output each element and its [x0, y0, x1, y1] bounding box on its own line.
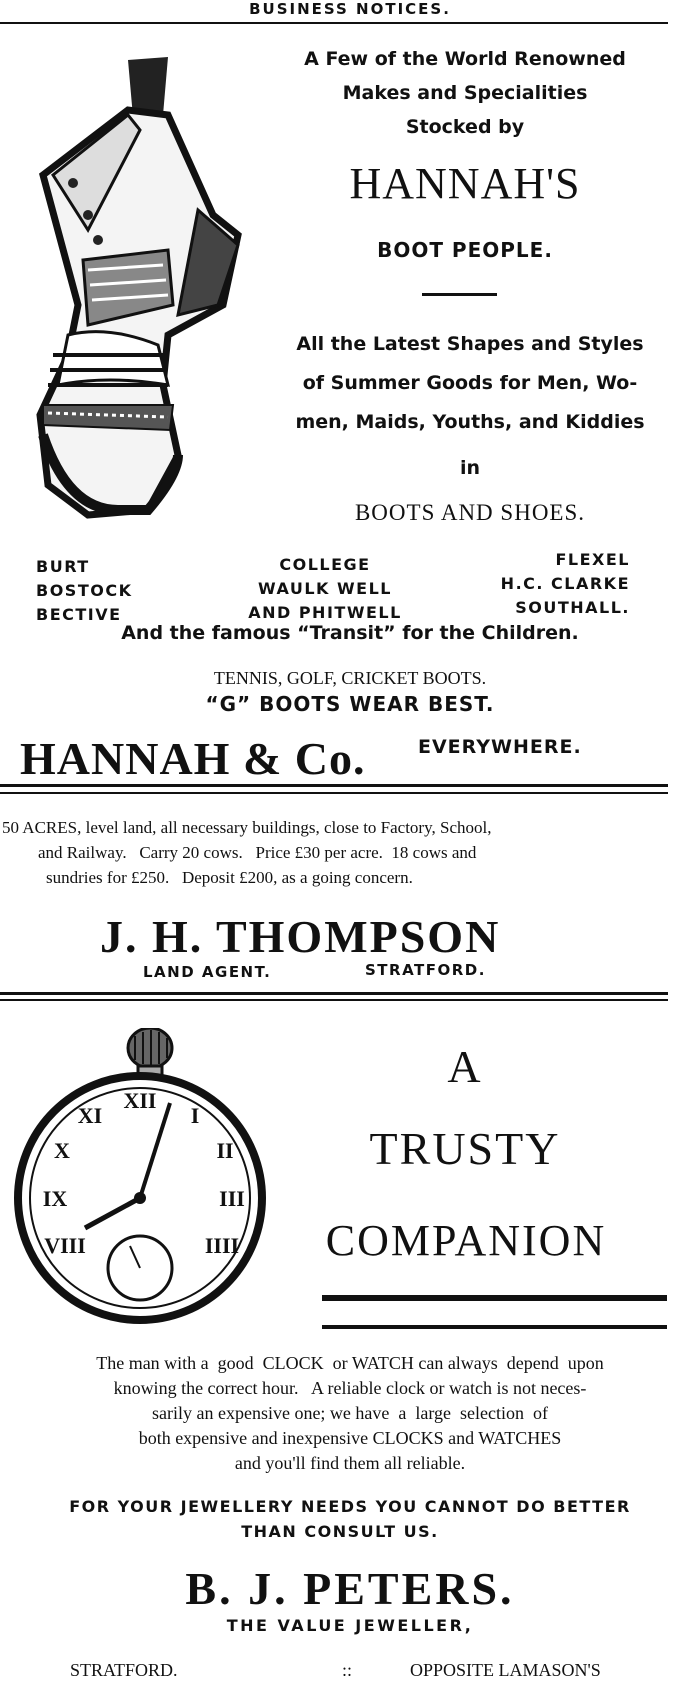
peters-headline-companion: COMPANION — [325, 1216, 607, 1265]
hannah-intro-3: Stocked by — [405, 116, 525, 138]
svg-text:VIII: VIII — [44, 1233, 86, 1258]
peters-rule-thick — [322, 1295, 667, 1301]
hannah-company: HANNAH & Co. — [20, 733, 366, 784]
peters-body-2: knowing the correct hour. A reliable clock or watch is not neces- — [113, 1378, 587, 1398]
brand-list-left — [36, 555, 216, 627]
svg-text:X: X — [54, 1138, 70, 1163]
thompson-line-1: 50 ACRES, level land, all necessary buildings, close to Factory, School, — [2, 818, 492, 837]
brand-item: WAULK WELL — [258, 579, 392, 598]
brand-list-right — [470, 548, 630, 620]
peters-subtitle: THE VALUE JEWELLER, — [226, 1616, 474, 1635]
brand-item: BECTIVE — [36, 605, 122, 624]
peters-headline-a: A — [447, 1041, 483, 1092]
section-rule — [0, 992, 668, 995]
pocket-watch-icon — [10, 1028, 270, 1328]
thompson-role: LAND AGENT. — [143, 963, 272, 981]
section-rule — [0, 784, 668, 787]
svg-text:IIII: IIII — [204, 1233, 240, 1258]
brand-item: BOSTOCK — [36, 581, 133, 600]
hannah-body-2: of Summer Goods for Men, Wo- — [302, 372, 638, 394]
hannah-intro-2: Makes and Specialities — [342, 82, 588, 104]
thompson-name: J. H. THOMPSON — [100, 911, 501, 962]
boot-icon — [28, 55, 258, 520]
header-rule — [0, 22, 668, 24]
thompson-line-3: sundries for £250. Deposit £200, as a going concern. — [46, 868, 413, 887]
peters-headline-trusty: TRUSTY — [369, 1123, 561, 1174]
hannah-body-1: All the Latest Shapes and Styles — [296, 333, 644, 355]
svg-text:XII: XII — [123, 1088, 157, 1113]
brand-item: SOUTHALL. — [515, 598, 630, 617]
thompson-line-2: and Railway. Carry 20 cows. Price £30 per acre. 18 cows and — [38, 843, 477, 862]
pocket-watch-illustration — [10, 1028, 270, 1328]
section-rule — [0, 792, 668, 794]
hannah-intro-1: A Few of the World Renowned — [304, 48, 626, 70]
peters-body-5: and you'll find them all reliable. — [234, 1453, 466, 1473]
hannah-category: BOOTS AND SHOES. — [354, 500, 586, 525]
svg-text:IX: IX — [42, 1186, 68, 1211]
svg-text:III: III — [219, 1186, 245, 1211]
peters-name: B. J. PETERS. — [185, 1563, 515, 1614]
section-rule — [0, 999, 668, 1001]
brand-item: H.C. CLARKE — [500, 574, 630, 593]
svg-text:XI: XI — [77, 1103, 103, 1128]
peters-rule-thin — [322, 1325, 667, 1329]
boot-illustration — [28, 55, 258, 520]
hannah-everywhere: EVERYWHERE. — [418, 736, 582, 758]
svg-text:II: II — [216, 1138, 234, 1163]
hannah-slogan: “G” BOOTS WEAR BEST. — [205, 692, 495, 716]
brand-item: BURT — [36, 557, 90, 576]
section-header: BUSINESS NOTICES. — [249, 0, 451, 18]
hannah-tagline: BOOT PEOPLE. — [377, 238, 553, 262]
brand-item: FLEXEL — [555, 550, 630, 569]
peters-jewellery-2: THAN CONSULT US. — [241, 1522, 439, 1541]
hannah-name: HANNAH'S — [349, 159, 581, 208]
brand-item: COLLEGE — [279, 555, 371, 574]
svg-text:I: I — [190, 1103, 200, 1128]
peters-body-1: The man with a good CLOCK or WATCH can always depend upon — [96, 1353, 604, 1373]
thompson-town: STRATFORD. — [365, 961, 486, 979]
peters-body-3: sarily an expensive one; we have a large selection of — [151, 1403, 549, 1423]
hannah-body-4: in — [459, 457, 481, 479]
brand-item: AND PHITWELL — [248, 603, 402, 622]
brand-list-middle — [220, 553, 430, 625]
peters-jewellery-1: FOR YOUR JEWELLERY NEEDS YOU CANNOT DO BETTER — [69, 1497, 631, 1516]
peters-body-4: both expensive and inexpensive CLOCKS and WATCHES — [138, 1428, 562, 1448]
hannah-famous: And the famous “Transit” for the Children. — [121, 622, 579, 644]
peters-separator: :: — [342, 1660, 353, 1680]
peters-location: OPPOSITE LAMASON'S — [410, 1660, 601, 1680]
peters-town: STRATFORD. — [70, 1660, 178, 1680]
hannah-divider — [422, 293, 497, 296]
hannah-body-3: men, Maids, Youths, and Kiddies — [295, 411, 645, 433]
hannah-sports: TENNIS, GOLF, CRICKET BOOTS. — [213, 668, 487, 688]
